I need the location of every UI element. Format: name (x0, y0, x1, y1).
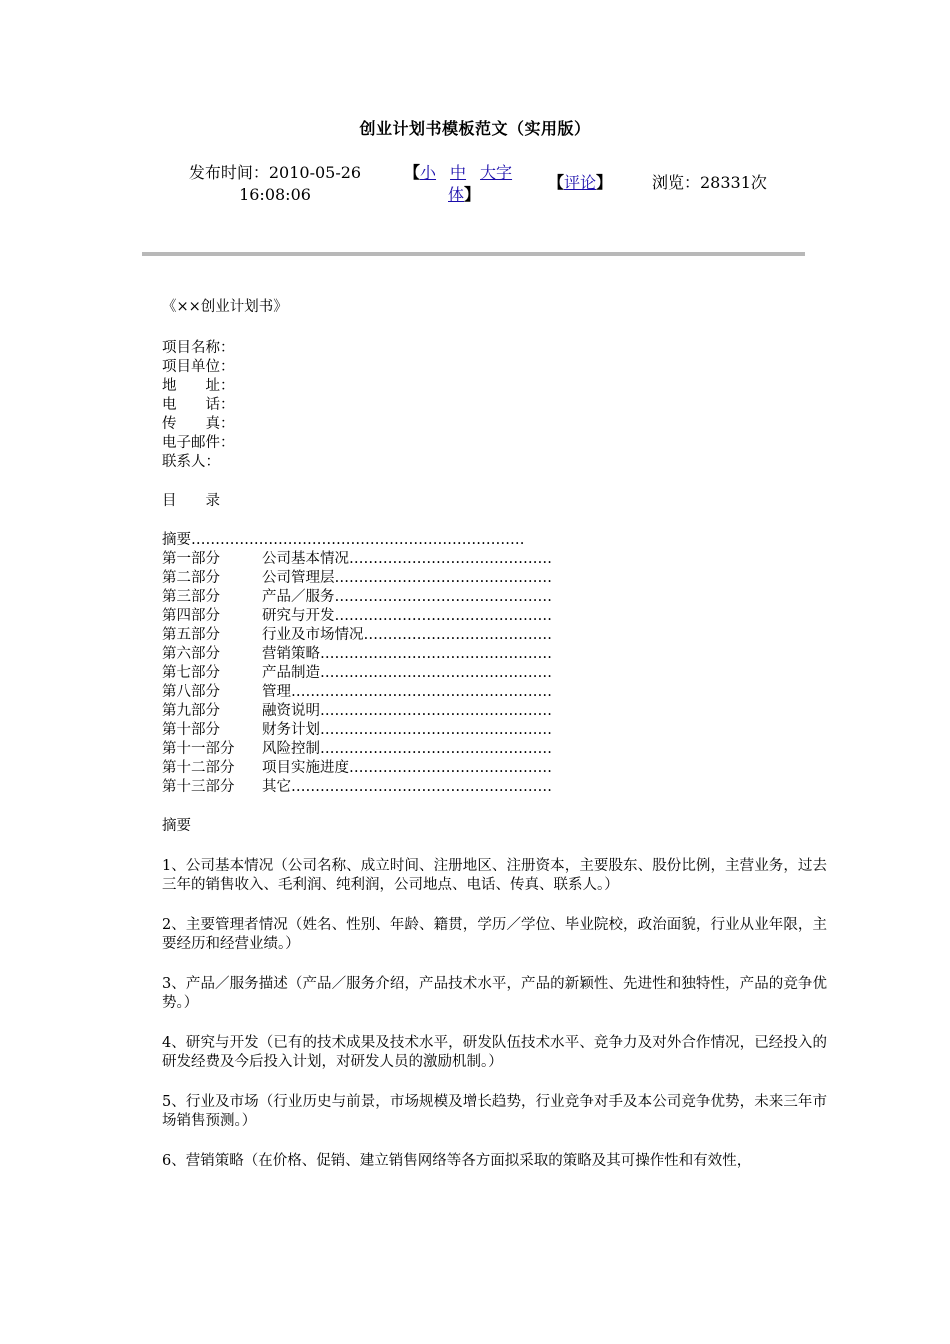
toc-row (162, 683, 580, 702)
header-divider (142, 252, 805, 256)
field-project-name: 项目名称： (162, 340, 235, 356)
toc-part: 第五部分 (162, 627, 220, 643)
toc-part: 第六部分 (162, 646, 220, 662)
toc-row (162, 759, 580, 778)
publish-time (170, 162, 380, 206)
toc-title: 管理……………………………………………… (262, 684, 552, 700)
summary-paragraph: 3、产品／服务描述（产品／服务介绍，产品技术水平，产品的新颖性、先进性和独特性，产品的竞争优势。） (162, 976, 827, 1011)
toc-row (162, 588, 580, 607)
toc-part: 第一部分 (162, 551, 220, 567)
document-title: 《××创业计划书》 (162, 299, 288, 315)
font-size-large-link-continued[interactable]: 体 (448, 185, 465, 204)
toc-part: 第九部分 (162, 703, 220, 719)
toc-part: 第十一部分 (162, 741, 235, 757)
size-bracket-close: 】 (464, 185, 481, 204)
field-fax: 传 真： (162, 416, 235, 432)
toc-title: 项目实施进度…………………………………… (262, 760, 552, 776)
publish-date-label: 发布时间：2010-05-26 (188, 163, 362, 182)
toc-title: 营销策略………………………………………… (262, 646, 552, 662)
toc-title: 行业及市场情况………………………………… (262, 627, 552, 643)
toc-row (162, 664, 580, 683)
toc-title: 公司基本情况…………………………………… (262, 551, 552, 567)
comment-section (548, 172, 612, 194)
toc-part: 第二部分 (162, 570, 220, 586)
summary-paragraph: 6、营销策略（在价格、促销、建立销售网络等各方面拟采取的策略及其可操作性和有效性， (162, 1153, 752, 1169)
toc-part: 第四部分 (162, 608, 220, 624)
toc-row (162, 607, 580, 626)
toc-title: 风险控制………………………………………… (262, 741, 552, 757)
page-title: 创业计划书模板范文（实用版） (359, 119, 591, 138)
field-project-unit: 项目单位： (162, 359, 235, 375)
summary-paragraph: 5、行业及市场（行业历史与前景，市场规模及增长趋势，行业竞争对手及本公司竞争优势，未来三年市场销售预测。） (162, 1094, 827, 1129)
toc-row (162, 721, 580, 740)
font-size-large-link[interactable]: 大字 (480, 163, 513, 182)
toc-row (162, 740, 580, 759)
comment-bracket-close: 】 (596, 173, 613, 192)
toc-part: 第三部分 (162, 589, 220, 605)
toc-title: 其它……………………………………………… (262, 779, 552, 795)
toc-title: 财务计划………………………………………… (262, 722, 552, 738)
project-info-fields (162, 339, 827, 472)
toc-title: 公司管理层……………………………………… (262, 570, 552, 586)
field-contact: 联系人： (162, 454, 220, 470)
toc-part: 第十部分 (162, 722, 220, 738)
toc-part: 第十二部分 (162, 760, 235, 776)
font-size-medium-link[interactable]: 中 (450, 163, 467, 182)
summary-paragraph: 1、公司基本情况（公司名称、成立时间、注册地区、注册资本，主要股东、股份比例，主营业务，过去三年的销售收入、毛利润、纯利润，公司地点、电话、传真、联系人。） (162, 858, 827, 893)
toc-title: 融资说明………………………………………… (262, 703, 552, 719)
font-size-small-link[interactable]: 小 (420, 163, 437, 182)
summary-heading: 摘要 (162, 818, 191, 834)
toc-row (162, 626, 580, 645)
toc-title: …………………………………………………………… (191, 532, 525, 548)
toc-part: 第十三部分 (162, 779, 235, 795)
toc-title: 产品／服务……………………………………… (262, 589, 552, 605)
field-email: 电子邮件： (162, 435, 235, 451)
view-count: 浏览：28331次 (652, 173, 767, 192)
field-phone: 电 话： (162, 397, 235, 413)
toc-row (162, 569, 580, 588)
article-body (162, 298, 827, 1192)
size-bracket-open: 【 (404, 163, 421, 182)
toc-part: 第七部分 (162, 665, 220, 681)
comment-link[interactable]: 评论 (564, 173, 597, 192)
font-size-selector (404, 162, 544, 206)
field-address: 地 址： (162, 378, 235, 394)
toc-row (162, 645, 580, 664)
table-of-contents (162, 531, 827, 797)
toc-heading: 目 录 (162, 493, 220, 509)
toc-row (162, 778, 580, 797)
toc-row (162, 531, 580, 550)
toc-row (162, 702, 580, 721)
toc-title: 产品制造………………………………………… (262, 665, 552, 681)
toc-part: 第八部分 (162, 684, 220, 700)
comment-bracket-open: 【 (548, 173, 565, 192)
summary-paragraph: 4、研究与开发（已有的技术成果及技术水平，研发队伍技术水平、竞争力及对外合作情况，已经投入的研发经费及今后投入计划，对研发人员的激励机制。） (162, 1035, 827, 1070)
summary-paragraph: 2、主要管理者情况（姓名、性别、年龄、籍贯，学历／学位、毕业院校，政治面貌，行业从业年限，主要经历和经营业绩。） (162, 917, 827, 952)
toc-row (162, 550, 580, 569)
toc-part: 摘要 (162, 532, 191, 548)
publish-clock: 16:08:06 (239, 185, 311, 204)
toc-title: 研究与开发……………………………………… (262, 608, 552, 624)
